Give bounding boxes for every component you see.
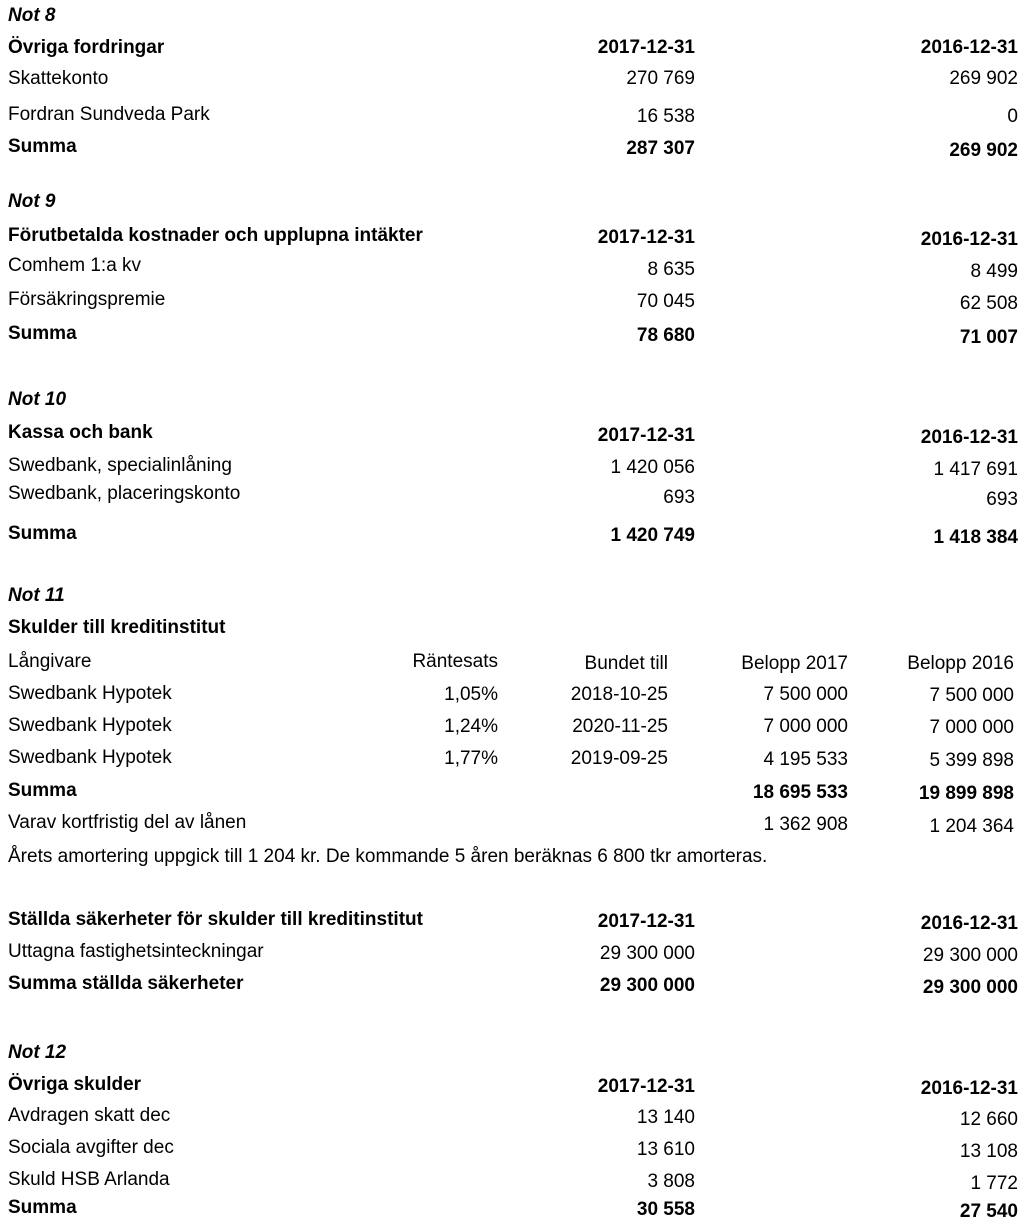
sum-2017: 1 420 749 — [610, 525, 695, 546]
table-cell-2017: 8 635 — [647, 259, 695, 280]
table-cell-2017: 13 140 — [636, 1107, 695, 1128]
table-row-lender: Swedbank Hypotek — [8, 747, 172, 768]
not8-label: Not 8 — [8, 5, 56, 26]
not9-label: Not 9 — [8, 191, 56, 212]
short-term-label: Varav kortfristig del av lånen — [8, 812, 247, 833]
table-cell-2017: 16 538 — [636, 106, 695, 127]
table-row-label: Swedbank, specialinlåning — [8, 455, 232, 476]
table-cell-2016: 5 399 898 — [929, 750, 1014, 771]
table-cell-2016: 0 — [1007, 106, 1018, 127]
sum-2016: 1 418 384 — [933, 527, 1018, 548]
not8-col1-header: 2017-12-31 — [597, 37, 695, 58]
table-cell-until: 2018-10-25 — [570, 684, 668, 705]
sum-2017: 18 695 533 — [752, 782, 848, 803]
table-row-label: Skuld HSB Arlanda — [8, 1169, 170, 1190]
table-cell-2016: 62 508 — [959, 293, 1018, 314]
not10-col2-header: 2016-12-31 — [920, 427, 1018, 448]
not10-title: Kassa och bank — [8, 422, 153, 443]
sum-2016: 269 902 — [949, 140, 1018, 161]
not8-col2-header: 2016-12-31 — [920, 37, 1018, 58]
short-term-2017: 1 362 908 — [763, 814, 848, 835]
table-cell-2016: 693 — [986, 489, 1018, 510]
table-cell-rate: 1,24% — [444, 716, 498, 737]
table-cell-2017: 13 610 — [636, 1139, 695, 1160]
sum-2016: 29 300 000 — [922, 977, 1018, 998]
table-cell-2017: 7 000 000 — [763, 716, 848, 737]
sum-label: Summa — [8, 523, 77, 544]
table-row-label: Swedbank, placeringskonto — [8, 483, 241, 504]
table-cell-until: 2020-11-25 — [572, 716, 668, 737]
table-cell-2017: 270 769 — [626, 68, 695, 89]
table-cell-2016: 12 660 — [959, 1109, 1018, 1130]
not12-col2-header: 2016-12-31 — [920, 1078, 1018, 1099]
sum-label: Summa — [8, 1197, 77, 1218]
table-cell-rate: 1,05% — [444, 684, 498, 705]
table-row-label: Försäkringspremie — [8, 289, 166, 310]
amortization-note: Årets amortering uppgick till 1 204 kr. De kommande 5 åren beräknas 6 800 tkr amorteras. — [8, 846, 768, 867]
table-row-label: Uttagna fastighetsinteckningar — [8, 941, 264, 962]
table-cell-2017: 70 045 — [636, 291, 695, 312]
not12-col1-header: 2017-12-31 — [597, 1076, 695, 1097]
sum-label: Summa ställda säkerheter — [8, 973, 244, 994]
not12-label: Not 12 — [8, 1042, 67, 1063]
collateral-title: Ställda säkerheter för skulder till kreditinstitut — [8, 909, 423, 930]
not12-title: Övriga skulder — [8, 1074, 142, 1095]
not9-title: Förutbetalda kostnader och upplupna intäkter — [8, 225, 423, 246]
table-cell-rate: 1,77% — [444, 748, 498, 769]
header-rate: Räntesats — [412, 651, 498, 672]
table-row-lender: Swedbank Hypotek — [8, 715, 172, 736]
table-cell-2016: 7 500 000 — [929, 685, 1014, 706]
table-cell-2016: 7 000 000 — [929, 717, 1014, 738]
sum-2016: 19 899 898 — [918, 783, 1014, 804]
sum-2017: 30 558 — [636, 1199, 695, 1220]
collateral-col1-header: 2017-12-31 — [597, 911, 695, 932]
not9-col2-header: 2016-12-31 — [920, 229, 1018, 250]
sum-label: Summa — [8, 323, 77, 344]
table-cell-until: 2019-09-25 — [570, 748, 668, 769]
sum-label: Summa — [8, 136, 77, 157]
header-amount-2017: Belopp 2017 — [741, 653, 848, 674]
table-cell-2017: 7 500 000 — [763, 684, 848, 705]
table-row-label: Comhem 1:a kv — [8, 255, 142, 276]
sum-2016: 71 007 — [959, 327, 1018, 348]
table-cell-2016: 29 300 000 — [922, 945, 1018, 966]
header-bound-until: Bundet till — [584, 653, 668, 674]
table-row-label: Skattekonto — [8, 68, 109, 89]
sum-2016: 27 540 — [959, 1201, 1018, 1222]
header-amount-2016: Belopp 2016 — [907, 653, 1014, 674]
table-row-label: Sociala avgifter dec — [8, 1137, 174, 1158]
sum-2017: 287 307 — [626, 138, 695, 159]
short-term-2016: 1 204 364 — [929, 816, 1014, 837]
table-row-label: Avdragen skatt dec — [8, 1105, 171, 1126]
table-cell-2017: 3 808 — [647, 1171, 695, 1192]
not9-col1-header: 2017-12-31 — [597, 227, 695, 248]
not10-label: Not 10 — [8, 389, 67, 410]
table-cell-2016: 269 902 — [949, 68, 1018, 89]
sum-2017: 29 300 000 — [599, 975, 695, 996]
table-cell-2016: 1 417 691 — [933, 459, 1018, 480]
table-cell-2016: 13 108 — [959, 1141, 1018, 1162]
not8-title: Övriga fordringar — [8, 37, 165, 58]
table-cell-2016: 1 772 — [970, 1173, 1018, 1194]
table-cell-2016: 8 499 — [970, 261, 1018, 282]
table-cell-2017: 693 — [663, 487, 695, 508]
table-cell-2017: 1 420 056 — [610, 457, 695, 478]
not11-title: Skulder till kreditinstitut — [8, 617, 226, 638]
sum-2017: 78 680 — [636, 325, 695, 346]
not11-label: Not 11 — [8, 585, 65, 606]
table-cell-2017: 29 300 000 — [599, 943, 695, 964]
not10-col1-header: 2017-12-31 — [597, 425, 695, 446]
table-cell-2017: 4 195 533 — [763, 749, 848, 770]
table-row-label: Fordran Sundveda Park — [8, 104, 210, 125]
sum-label: Summa — [8, 780, 77, 801]
collateral-col2-header: 2016-12-31 — [920, 913, 1018, 934]
header-lender: Långivare — [8, 651, 92, 672]
table-row-lender: Swedbank Hypotek — [8, 683, 172, 704]
